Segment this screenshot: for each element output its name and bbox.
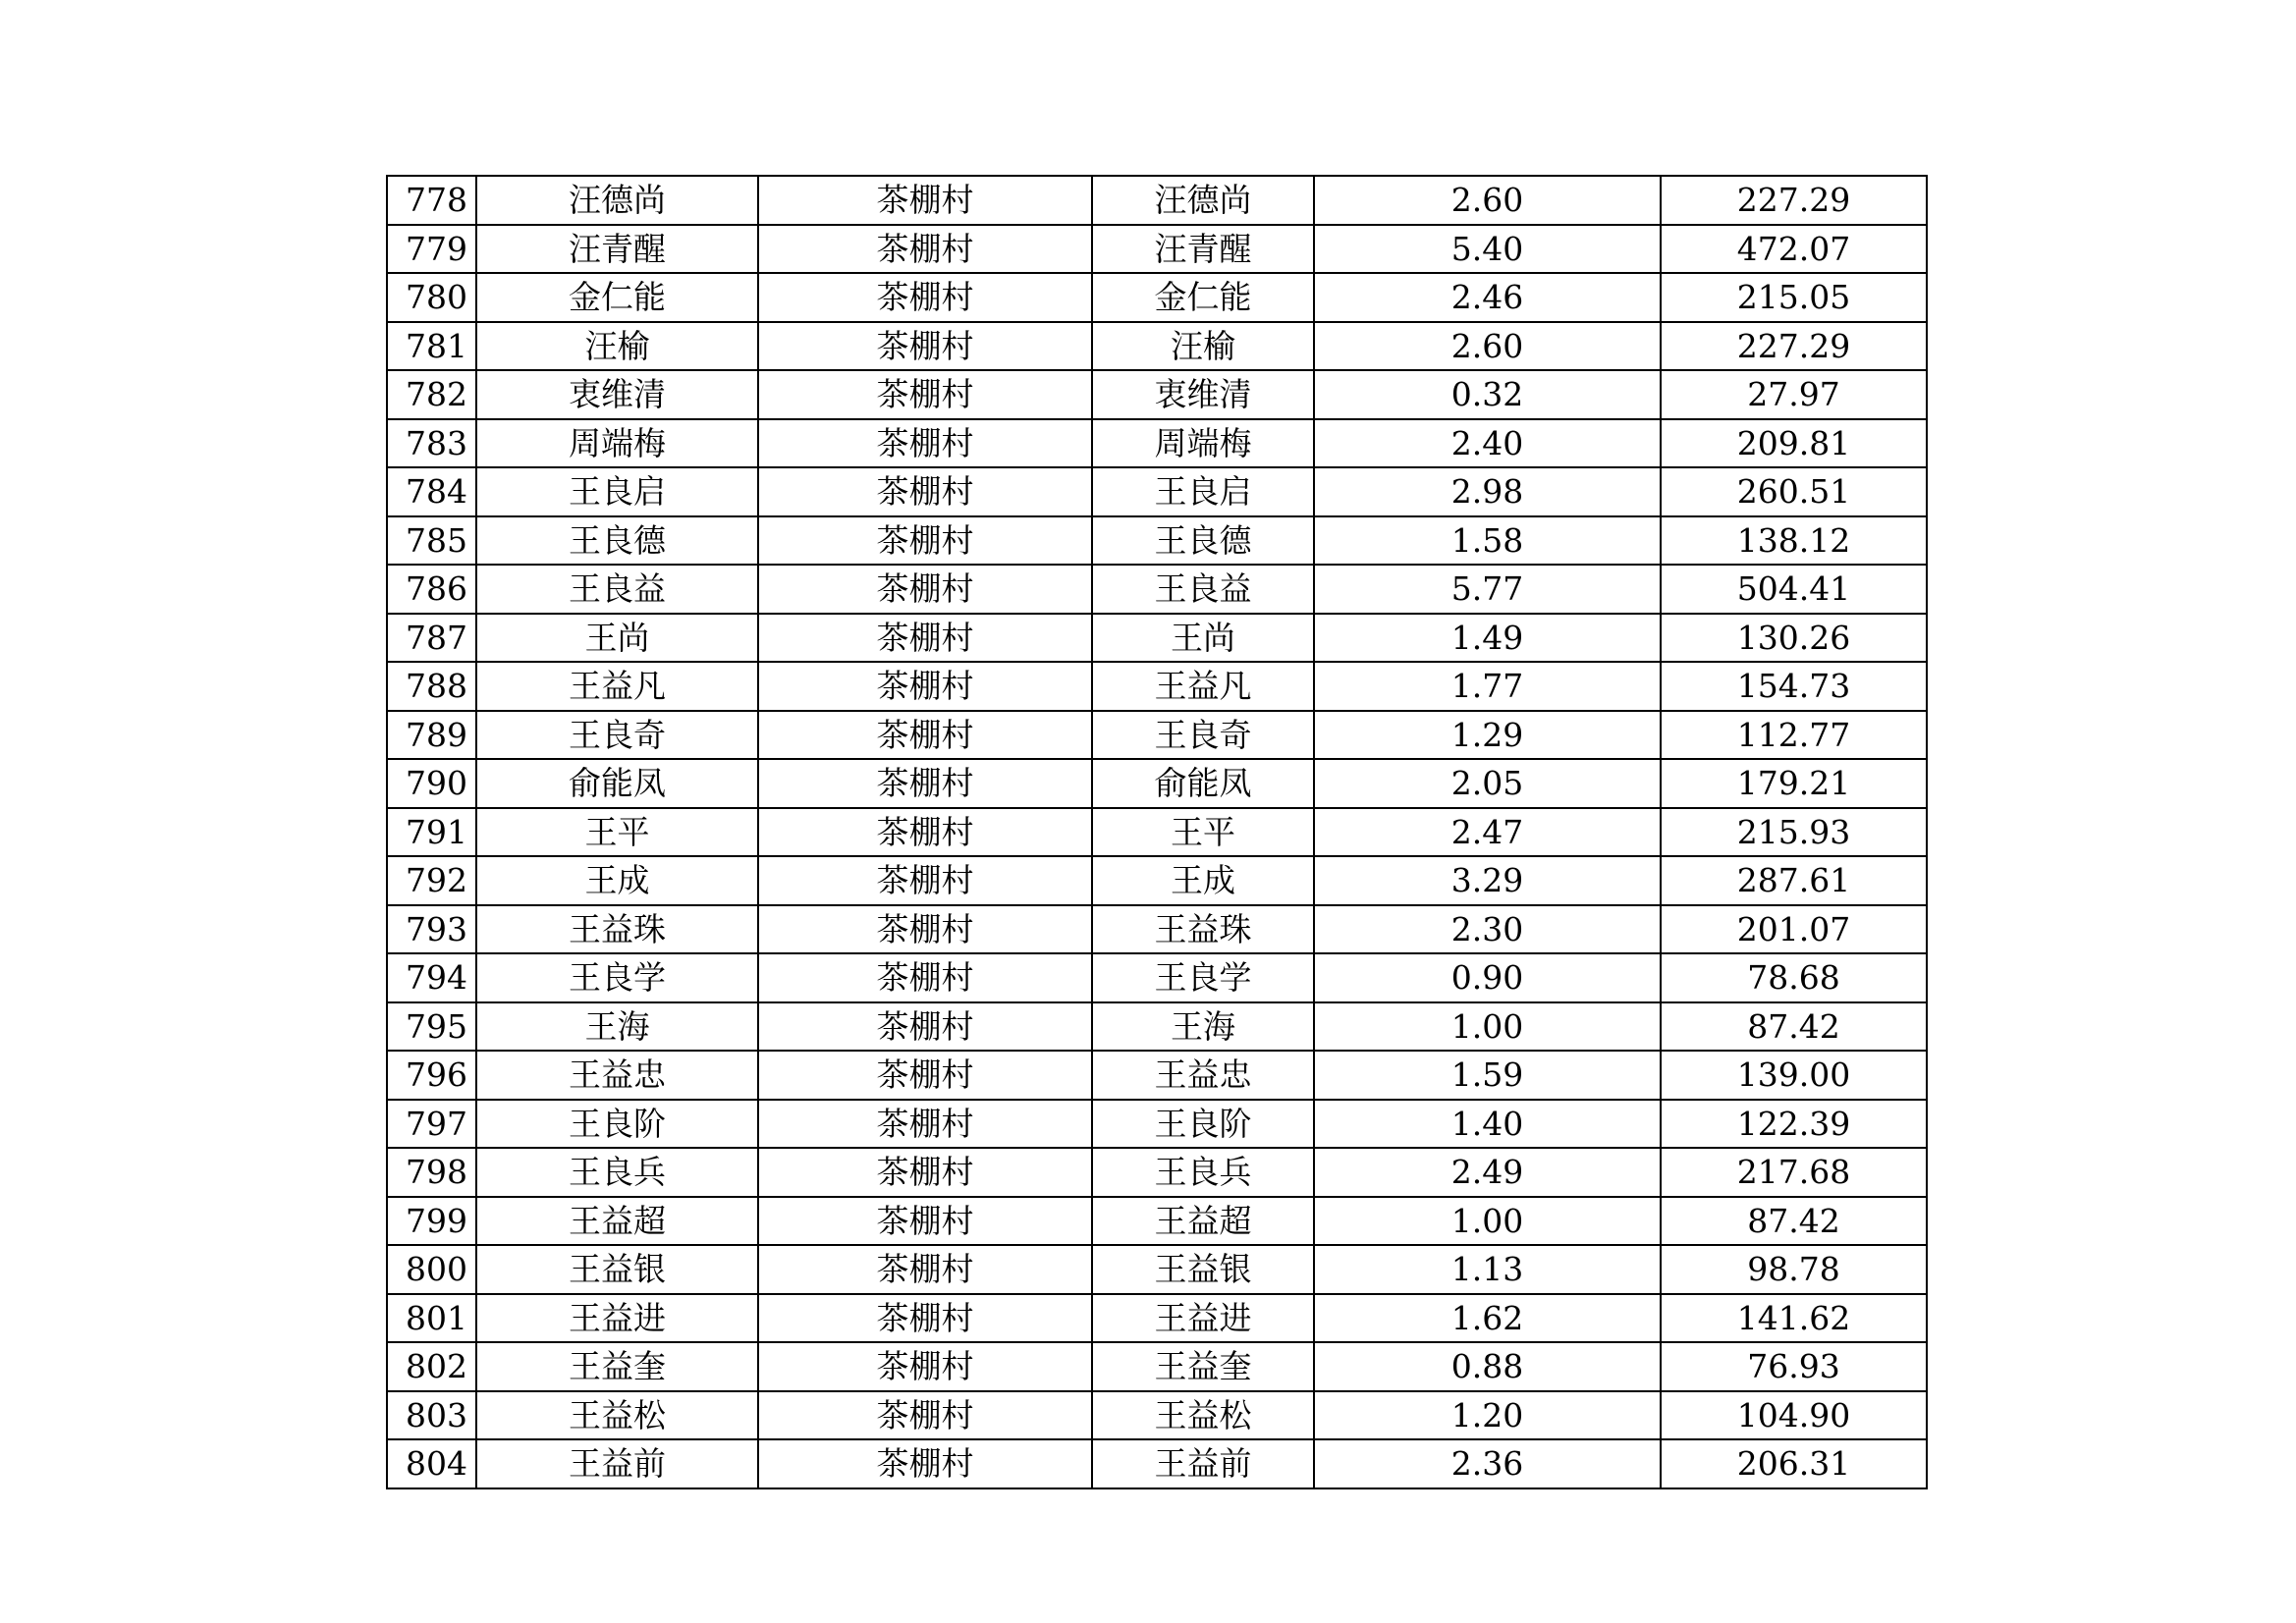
row-number-cell: 791 [387,808,476,857]
holder-name-cell: 王成 [1092,856,1314,905]
row-number-cell: 784 [387,467,476,516]
area-cell: 1.00 [1314,1197,1661,1246]
name-cell: 王尚 [476,614,758,663]
village-cell: 茶棚村 [758,856,1092,905]
holder-name-cell: 王益进 [1092,1294,1314,1343]
table-row [387,1245,1927,1294]
table-row [387,225,1927,274]
table-body [387,176,1927,1488]
name-cell: 王益进 [476,1294,758,1343]
name-cell: 王益超 [476,1197,758,1246]
name-cell: 汪榆 [476,322,758,371]
row-number-cell: 801 [387,1294,476,1343]
table-row [387,1197,1927,1246]
village-cell: 茶棚村 [758,1342,1092,1391]
area-cell: 3.29 [1314,856,1661,905]
village-cell: 茶棚村 [758,1294,1092,1343]
village-cell: 茶棚村 [758,322,1092,371]
name-cell: 周端梅 [476,419,758,468]
row-number-cell: 782 [387,370,476,419]
amount-cell: 206.31 [1661,1439,1927,1488]
area-cell: 2.47 [1314,808,1661,857]
area-cell: 1.49 [1314,614,1661,663]
amount-cell: 209.81 [1661,419,1927,468]
amount-cell: 217.68 [1661,1148,1927,1197]
holder-name-cell: 王益凡 [1092,662,1314,711]
amount-cell: 87.42 [1661,1002,1927,1052]
amount-cell: 227.29 [1661,322,1927,371]
name-cell: 俞能凤 [476,759,758,808]
name-cell: 王益珠 [476,905,758,954]
area-cell: 1.13 [1314,1245,1661,1294]
name-cell: 王良兵 [476,1148,758,1197]
holder-name-cell: 王良奇 [1092,711,1314,760]
row-number-cell: 799 [387,1197,476,1246]
name-cell: 汪德尚 [476,176,758,225]
name-cell: 王成 [476,856,758,905]
row-number-cell: 798 [387,1148,476,1197]
amount-cell: 201.07 [1661,905,1927,954]
holder-name-cell: 王良德 [1092,516,1314,566]
holder-name-cell: 王益松 [1092,1391,1314,1440]
area-cell: 2.60 [1314,176,1661,225]
row-number-cell: 797 [387,1100,476,1149]
holder-name-cell: 王海 [1092,1002,1314,1052]
name-cell: 王益松 [476,1391,758,1440]
table-row [387,1391,1927,1440]
holder-name-cell: 周端梅 [1092,419,1314,468]
table-row [387,711,1927,760]
amount-cell: 76.93 [1661,1342,1927,1391]
table-row [387,565,1927,614]
holder-name-cell: 王益奎 [1092,1342,1314,1391]
table-row [387,1002,1927,1052]
amount-cell: 215.93 [1661,808,1927,857]
name-cell: 王良奇 [476,711,758,760]
document-page [386,175,1926,1489]
table-row [387,1100,1927,1149]
village-cell: 茶棚村 [758,953,1092,1002]
row-number-cell: 781 [387,322,476,371]
row-number-cell: 783 [387,419,476,468]
table-row [387,370,1927,419]
name-cell: 王益忠 [476,1051,758,1100]
table-row [387,856,1927,905]
holder-name-cell: 金仁能 [1092,273,1314,322]
amount-cell: 78.68 [1661,953,1927,1002]
village-cell: 茶棚村 [758,370,1092,419]
area-cell: 5.77 [1314,565,1661,614]
holder-name-cell: 王良启 [1092,467,1314,516]
area-cell: 1.62 [1314,1294,1661,1343]
amount-cell: 154.73 [1661,662,1927,711]
table-row [387,1294,1927,1343]
amount-cell: 112.77 [1661,711,1927,760]
area-cell: 2.36 [1314,1439,1661,1488]
amount-cell: 122.39 [1661,1100,1927,1149]
row-number-cell: 780 [387,273,476,322]
table-row [387,1148,1927,1197]
holder-name-cell: 汪德尚 [1092,176,1314,225]
village-cell: 茶棚村 [758,808,1092,857]
area-cell: 2.60 [1314,322,1661,371]
table-row [387,322,1927,371]
holder-name-cell: 王益前 [1092,1439,1314,1488]
village-cell: 茶棚村 [758,759,1092,808]
row-number-cell: 779 [387,225,476,274]
holder-name-cell: 王益珠 [1092,905,1314,954]
area-cell: 1.77 [1314,662,1661,711]
holder-name-cell: 衷维清 [1092,370,1314,419]
holder-name-cell: 王益忠 [1092,1051,1314,1100]
name-cell: 王海 [476,1002,758,1052]
area-cell: 2.49 [1314,1148,1661,1197]
amount-cell: 215.05 [1661,273,1927,322]
row-number-cell: 789 [387,711,476,760]
name-cell: 王良益 [476,565,758,614]
name-cell: 衷维清 [476,370,758,419]
holder-name-cell: 王平 [1092,808,1314,857]
table-row [387,1051,1927,1100]
name-cell: 王益凡 [476,662,758,711]
holder-name-cell: 俞能凤 [1092,759,1314,808]
area-cell: 5.40 [1314,225,1661,274]
name-cell: 王良德 [476,516,758,566]
row-number-cell: 795 [387,1002,476,1052]
amount-cell: 227.29 [1661,176,1927,225]
row-number-cell: 788 [387,662,476,711]
name-cell: 金仁能 [476,273,758,322]
village-cell: 茶棚村 [758,1439,1092,1488]
row-number-cell: 786 [387,565,476,614]
village-cell: 茶棚村 [758,1100,1092,1149]
area-cell: 0.32 [1314,370,1661,419]
village-cell: 茶棚村 [758,273,1092,322]
amount-cell: 98.78 [1661,1245,1927,1294]
table-row [387,176,1927,225]
amount-cell: 287.61 [1661,856,1927,905]
village-cell: 茶棚村 [758,1148,1092,1197]
holder-name-cell: 王尚 [1092,614,1314,663]
holder-name-cell: 王益超 [1092,1197,1314,1246]
village-cell: 茶棚村 [758,419,1092,468]
village-cell: 茶棚村 [758,225,1092,274]
holder-name-cell: 王益银 [1092,1245,1314,1294]
amount-cell: 504.41 [1661,565,1927,614]
area-cell: 1.59 [1314,1051,1661,1100]
village-cell: 茶棚村 [758,1002,1092,1052]
holder-name-cell: 王良益 [1092,565,1314,614]
table-row [387,614,1927,663]
amount-cell: 472.07 [1661,225,1927,274]
amount-cell: 141.62 [1661,1294,1927,1343]
row-number-cell: 787 [387,614,476,663]
holder-name-cell: 汪榆 [1092,322,1314,371]
area-cell: 2.46 [1314,273,1661,322]
data-table [386,175,1928,1489]
area-cell: 2.40 [1314,419,1661,468]
amount-cell: 104.90 [1661,1391,1927,1440]
area-cell: 1.58 [1314,516,1661,566]
village-cell: 茶棚村 [758,711,1092,760]
table-row [387,905,1927,954]
row-number-cell: 785 [387,516,476,566]
area-cell: 1.00 [1314,1002,1661,1052]
table-row [387,516,1927,566]
village-cell: 茶棚村 [758,467,1092,516]
row-number-cell: 802 [387,1342,476,1391]
amount-cell: 87.42 [1661,1197,1927,1246]
table-row [387,273,1927,322]
holder-name-cell: 王良兵 [1092,1148,1314,1197]
name-cell: 王良启 [476,467,758,516]
village-cell: 茶棚村 [758,905,1092,954]
amount-cell: 179.21 [1661,759,1927,808]
village-cell: 茶棚村 [758,1391,1092,1440]
amount-cell: 260.51 [1661,467,1927,516]
amount-cell: 27.97 [1661,370,1927,419]
holder-name-cell: 王良学 [1092,953,1314,1002]
table-row [387,953,1927,1002]
row-number-cell: 794 [387,953,476,1002]
table-row [387,662,1927,711]
village-cell: 茶棚村 [758,176,1092,225]
holder-name-cell: 王良阶 [1092,1100,1314,1149]
table-row [387,1342,1927,1391]
village-cell: 茶棚村 [758,1197,1092,1246]
row-number-cell: 792 [387,856,476,905]
village-cell: 茶棚村 [758,662,1092,711]
amount-cell: 138.12 [1661,516,1927,566]
holder-name-cell: 汪青醒 [1092,225,1314,274]
name-cell: 王良学 [476,953,758,1002]
village-cell: 茶棚村 [758,516,1092,566]
table-row [387,759,1927,808]
table-row [387,808,1927,857]
table-row [387,419,1927,468]
area-cell: 2.98 [1314,467,1661,516]
area-cell: 0.90 [1314,953,1661,1002]
amount-cell: 139.00 [1661,1051,1927,1100]
name-cell: 王益银 [476,1245,758,1294]
name-cell: 王益前 [476,1439,758,1488]
village-cell: 茶棚村 [758,1245,1092,1294]
row-number-cell: 800 [387,1245,476,1294]
row-number-cell: 796 [387,1051,476,1100]
village-cell: 茶棚村 [758,565,1092,614]
amount-cell: 130.26 [1661,614,1927,663]
table-row [387,1439,1927,1488]
area-cell: 2.30 [1314,905,1661,954]
row-number-cell: 793 [387,905,476,954]
row-number-cell: 803 [387,1391,476,1440]
row-number-cell: 790 [387,759,476,808]
row-number-cell: 804 [387,1439,476,1488]
village-cell: 茶棚村 [758,614,1092,663]
name-cell: 王良阶 [476,1100,758,1149]
name-cell: 汪青醒 [476,225,758,274]
name-cell: 王益奎 [476,1342,758,1391]
table-row [387,467,1927,516]
row-number-cell: 778 [387,176,476,225]
area-cell: 1.20 [1314,1391,1661,1440]
area-cell: 2.05 [1314,759,1661,808]
name-cell: 王平 [476,808,758,857]
area-cell: 1.29 [1314,711,1661,760]
area-cell: 1.40 [1314,1100,1661,1149]
area-cell: 0.88 [1314,1342,1661,1391]
village-cell: 茶棚村 [758,1051,1092,1100]
